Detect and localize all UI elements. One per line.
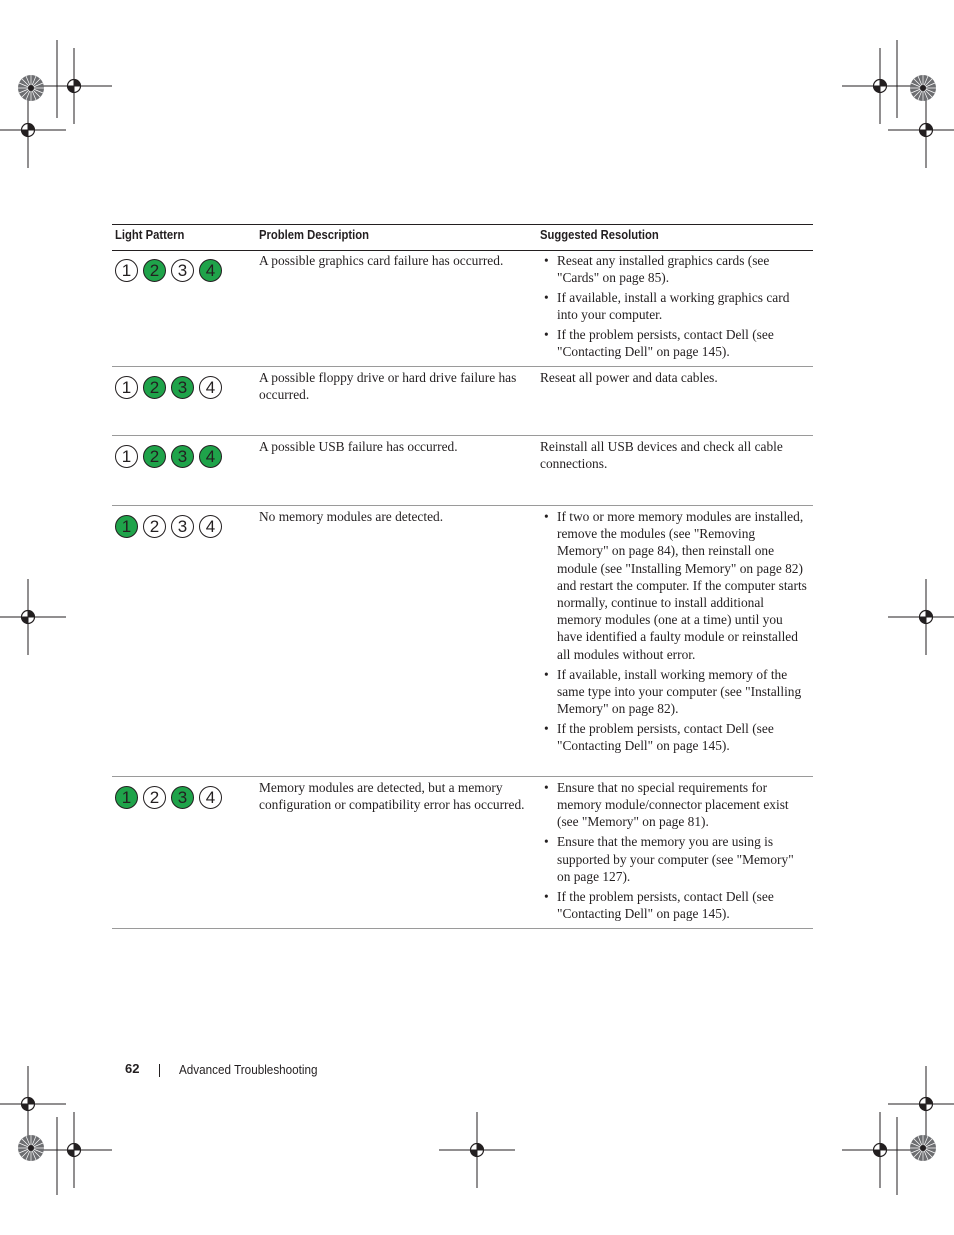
crosshair-mark [36, 48, 112, 124]
bullet-icon: • [544, 720, 549, 736]
resolution-list-item-text: Ensure that no special requirements for memory module/connector placement exist (see "Memory" on page 81). [557, 780, 789, 830]
suggested-resolution [540, 779, 810, 925]
starburst-mark [910, 1135, 936, 1161]
footer-section-title: Advanced Troubleshooting [179, 1062, 318, 1077]
diagnostic-light-pattern [115, 515, 235, 542]
table-row [112, 506, 813, 777]
diagnostic-light-2-on: 2 [143, 445, 166, 468]
resolution-list-item-text: If the problem persists, contact Dell (see "Contacting Dell" on page 145). [557, 327, 774, 360]
diagnostic-light-3-off: 3 [171, 259, 194, 282]
bullet-icon: • [544, 290, 549, 306]
suggested-resolution [540, 369, 810, 386]
resolution-list [540, 252, 810, 361]
resolution-list-item [540, 833, 810, 885]
diagnostic-light-1-off: 1 [115, 445, 138, 468]
table-row [112, 367, 813, 436]
problem-description: A possible graphics card failure has occurred. [259, 253, 504, 268]
problem-description: A possible USB failure has occurred. [259, 439, 458, 454]
crosshair-mark [439, 1112, 515, 1188]
diagnostic-light-pattern [115, 786, 235, 813]
resolution-list-item [540, 252, 810, 286]
diagnostic-light-2-on: 2 [143, 259, 166, 282]
crosshair-mark [36, 1112, 112, 1188]
bullet-icon: • [544, 834, 549, 850]
crosshair-mark [842, 1112, 918, 1188]
table-row [112, 250, 813, 367]
diagnostic-light-4-on: 4 [199, 259, 222, 282]
starburst-mark [910, 75, 936, 101]
header-suggested-resolution: Suggested Resolution [540, 228, 659, 242]
bullet-icon: • [544, 780, 549, 795]
diagnostic-light-2-off: 2 [143, 786, 166, 809]
table-row [112, 777, 813, 929]
resolution-list-item-text: If two or more memory modules are installed, remove the modules (see "Removing Memory" on page 84), then reinstall one module (see "Installing Memory" on page 82) and restart the computer. If the computer starts normally, continue to install additional memory modules (one at a time) until you have identified a faulty module or reinstalled all modules without error. [557, 509, 807, 662]
resolution-list-item [540, 666, 810, 718]
diagnostic-light-2-on: 2 [143, 376, 166, 399]
resolution-list-item-text: Ensure that the memory you are using is supported by your computer (see "Memory" on page 127). [557, 834, 794, 884]
page-number: 62 [125, 1061, 140, 1076]
resolution-list-item [540, 289, 810, 323]
diagnostic-light-2-off: 2 [143, 515, 166, 538]
resolution-list-item-text: If the problem persists, contact Dell (see "Contacting Dell" on page 145). [557, 888, 774, 921]
crosshair-mark [0, 92, 66, 168]
bullet-icon: • [544, 509, 549, 524]
resolution-list [540, 508, 810, 754]
resolution-list-item [540, 779, 810, 831]
diagnostic-light-4-off: 4 [199, 376, 222, 399]
diagnostic-light-4-on: 4 [199, 445, 222, 468]
problem-description: Memory modules are detected, but a memory configuration or compatibility error has occurred. [259, 780, 525, 813]
footer-divider [159, 1064, 160, 1077]
problem-description: A possible floppy drive or hard drive failure has occurred. [259, 370, 517, 403]
diagnostic-light-pattern [115, 445, 235, 472]
header-light-pattern: Light Pattern [115, 228, 185, 242]
starburst-mark [18, 1135, 44, 1161]
crosshair-mark [888, 1066, 954, 1142]
table-header [112, 224, 813, 251]
diagnostic-light-3-on: 3 [171, 445, 194, 468]
resolution-list-item [540, 508, 810, 663]
resolution-list-item-text: If the problem persists, contact Dell (see "Contacting Dell" on page 145). [557, 720, 774, 754]
resolution-text: Reseat all power and data cables. [540, 370, 718, 385]
diagnostic-light-1-on: 1 [115, 515, 138, 538]
starburst-mark [18, 75, 44, 101]
problem-description: No memory modules are detected. [259, 509, 444, 524]
resolution-text: Reinstall all USB devices and check all cable connections. [540, 439, 783, 472]
crosshair-mark [888, 92, 954, 168]
diagnostic-light-3-off: 3 [171, 515, 194, 538]
bullet-icon: • [544, 253, 549, 268]
bullet-icon: • [544, 888, 549, 904]
header-problem-description: Problem Description [259, 228, 370, 242]
resolution-list-item [540, 720, 810, 754]
resolution-list-item-text: If available, install a working graphics card into your computer. [557, 290, 790, 323]
bullet-icon: • [544, 327, 549, 343]
diagnostic-light-pattern [115, 376, 235, 403]
diagnostic-light-3-on: 3 [171, 786, 194, 809]
crosshair-mark [842, 48, 918, 124]
suggested-resolution [540, 438, 810, 472]
table-row [112, 436, 813, 506]
diagnostic-light-1-off: 1 [115, 259, 138, 282]
diagnostic-light-3-on: 3 [171, 376, 194, 399]
resolution-list-item-text: If available, install working memory of the same type into your computer (see "Installing Memory" on page 82). [557, 666, 802, 716]
resolution-list [540, 779, 810, 922]
resolution-list-item [540, 888, 810, 922]
diagnostic-light-4-off: 4 [199, 515, 222, 538]
suggested-resolution [540, 508, 810, 757]
suggested-resolution [540, 252, 810, 363]
resolution-list-item-text: Reseat any installed graphics cards (see "Cards" on page 85). [557, 253, 770, 286]
diagnostic-light-1-on: 1 [115, 786, 138, 809]
bullet-icon: • [544, 666, 549, 682]
diagnostic-light-1-off: 1 [115, 376, 138, 399]
crosshair-mark [888, 579, 954, 655]
crosshair-mark [0, 579, 66, 655]
resolution-list-item [540, 326, 810, 360]
crosshair-mark [0, 1066, 66, 1142]
diagnostic-light-4-off: 4 [199, 786, 222, 809]
diagnostic-light-pattern [115, 259, 235, 286]
